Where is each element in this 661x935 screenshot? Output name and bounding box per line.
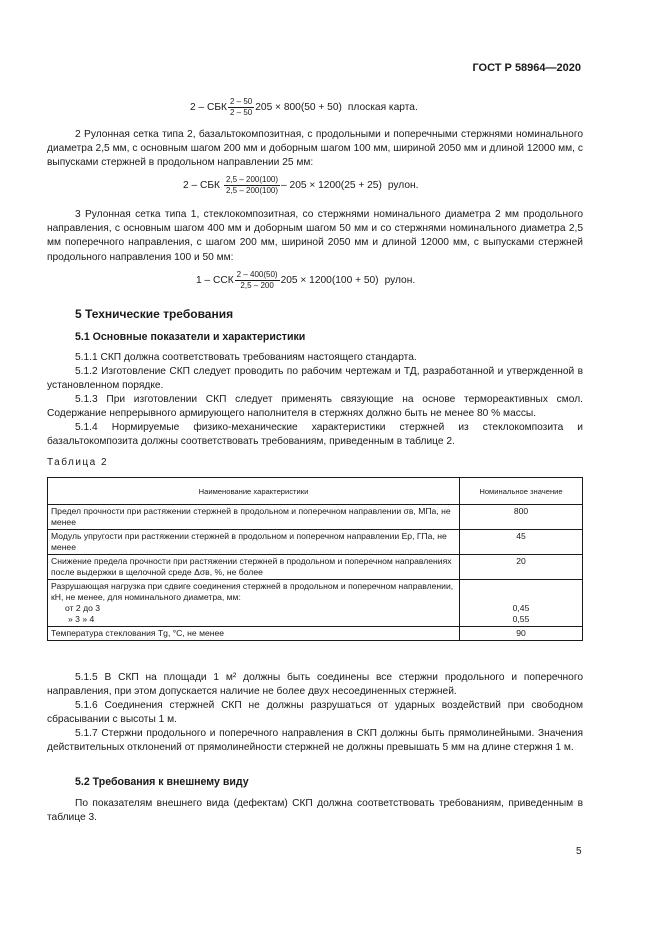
table-cell-name: Модуль упругости при растяжении стержней в продольном и поперечном направлении Eр, ГПа, не менее <box>48 530 460 555</box>
table-cell-value: 20 <box>460 555 583 580</box>
paragraph-5-1-2: 5.1.2 Изготовление СКП следует проводить по рабочим чертежам и ТД, разработанной и утвержденной в установленном порядке. <box>47 366 583 392</box>
table-cell-value: 45 <box>460 530 583 555</box>
table-cell-subvalue: 0,45 <box>512 603 530 613</box>
table-row <box>48 555 583 580</box>
paragraph-item-2: 2 Рулонная сетка типа 2, базальтокомпозитная, с продольными и поперечными стержнями номинального диаметра 2,5 мм, с основным шагом 200 мм и доборным шагом 100 мм, шириной 2050 мм и длиной 12000 мм, с выпусками стержней в продольном направлении 25 мм: <box>47 129 583 169</box>
section-5-1-title: 5.1 Основные показатели и характеристики <box>75 331 306 343</box>
fraction-denominator: 2,5 – 200 <box>240 281 274 290</box>
formula-prefix: 2 – СБК <box>183 179 220 191</box>
table-row <box>48 505 583 530</box>
formula-body: – 205 × 1200(25 + 25) <box>281 179 382 191</box>
paragraph-5-1-3: 5.1.3 При изготовлении СКП следует применять связующие на основе термореактивных смол. Содержание непрерывного армирующего наполнителя в стержнях должно быть не менее 80 % массы. <box>47 394 583 420</box>
formula-fraction <box>235 270 280 291</box>
table-cell-name-main: Разрушающая нагрузка при сдвиге соединения стержней в продольном и поперечном направлении, кН, не менее, для номинального диаметра, мм: <box>51 581 454 602</box>
table-cell-value <box>460 580 583 627</box>
table-header-name: Наименование характеристики <box>48 478 460 505</box>
table-cell-value: 90 <box>460 627 583 641</box>
paragraph-item-3: 3 Рулонная сетка типа 1, стеклокомпозитная, со стержнями номинального диаметра 2 мм продольного направления, с основным шагом 400 мм и доборным шагом 50 мм и со стержнями номинального диаметра 2,5 мм поперечного направления, с шагом 200 мм, шириной 2050 мм и длиной 12000 мм, с выпусками стержней продольного направления 100 и 50 мм: <box>47 209 583 263</box>
formula-prefix: 2 – СБК <box>190 101 227 113</box>
table-row <box>48 627 583 641</box>
fraction-numerator: 2 – 50 <box>229 97 253 106</box>
table-cell-subitem: от 2 до 3 <box>65 603 101 613</box>
table-cell-name: Температура стеклования Tg, °C, не менее <box>48 627 460 641</box>
section-5-2-title: 5.2 Требования к внешнему виду <box>75 776 249 788</box>
table-cell-value: 800 <box>460 505 583 530</box>
formula-2 <box>183 175 418 196</box>
table-row <box>48 580 583 627</box>
table-cell-name: Снижение предела прочности при растяжении стержней в продольном и поперечном направлениях после выдержки в щелочной среде Δσв, %, не более <box>48 555 460 580</box>
formula-suffix: плоская карта. <box>347 101 418 113</box>
paragraph-5-1-4: 5.1.4 Нормируемые физико-механические характеристики стержней из стеклокомпозита и базальтокомпозита должны соответствовать требованиям, приведенным в таблице 2. <box>47 422 583 448</box>
paragraph-5-1-7: 5.1.7 Стержни продольного и поперечного направления в СКП должны быть прямолинейными. Значения действительных отклонений от прямолинейности стержней не должны превышать 5 мм на длине стержня 1 м. <box>47 728 583 754</box>
page-number: 5 <box>576 846 582 857</box>
formula-body: 205 × 800(50 + 50) <box>255 101 342 113</box>
paragraph-5-1-6: 5.1.6 Соединения стержней СКП не должны разрушаться от ударных воздействий при свободном сбрасывании с высоты 1 м. <box>47 700 583 726</box>
paragraph-5-1-5: 5.1.5 В СКП на площади 1 м² должны быть соединены все стержни продольного и поперечного направления, при этом допускается наличие не более двух несоединенных стержней. <box>47 672 583 698</box>
table-cell-name <box>48 580 460 627</box>
standard-header: ГОСТ Р 58964—2020 <box>472 62 581 74</box>
formula-fraction <box>224 175 280 196</box>
formula-suffix: рулон. <box>384 274 416 286</box>
formula-3 <box>196 270 415 291</box>
table-cell-name: Предел прочности при растяжении стержней в продольном и поперечном направлении σв, МПа, не менее <box>48 505 460 530</box>
paragraph-5-2: По показателям внешнего вида (дефектам) СКП должна соответствовать требованиям, приведенным в таблице 3. <box>47 798 583 824</box>
fraction-numerator: 2 – 400(50) <box>236 270 278 279</box>
characteristics-table <box>47 477 583 641</box>
table-cell-subitem: » 3 » 4 <box>68 614 95 624</box>
table-caption: Таблица 2 <box>47 457 109 468</box>
fraction-denominator: 2 – 50 <box>229 108 253 117</box>
paragraph-5-1-1: 5.1.1 СКП должна соответствовать требованиям настоящего стандарта. <box>75 352 417 363</box>
table-header-value: Номинальное значение <box>460 478 583 505</box>
formula-1 <box>190 97 418 118</box>
formula-body: 205 × 1200(100 + 50) <box>280 274 379 286</box>
formula-suffix: рулон. <box>387 179 419 191</box>
section-5-title: 5 Технические требования <box>75 307 234 321</box>
table-header-row <box>48 478 583 505</box>
formula-prefix: 1 – ССК <box>196 274 234 286</box>
fraction-numerator: 2,5 – 200(100) <box>225 175 279 184</box>
table-cell-subvalue: 0,55 <box>512 614 530 624</box>
formula-fraction <box>228 97 254 118</box>
fraction-denominator: 2,5 – 200(100) <box>225 186 279 195</box>
table-row <box>48 530 583 555</box>
